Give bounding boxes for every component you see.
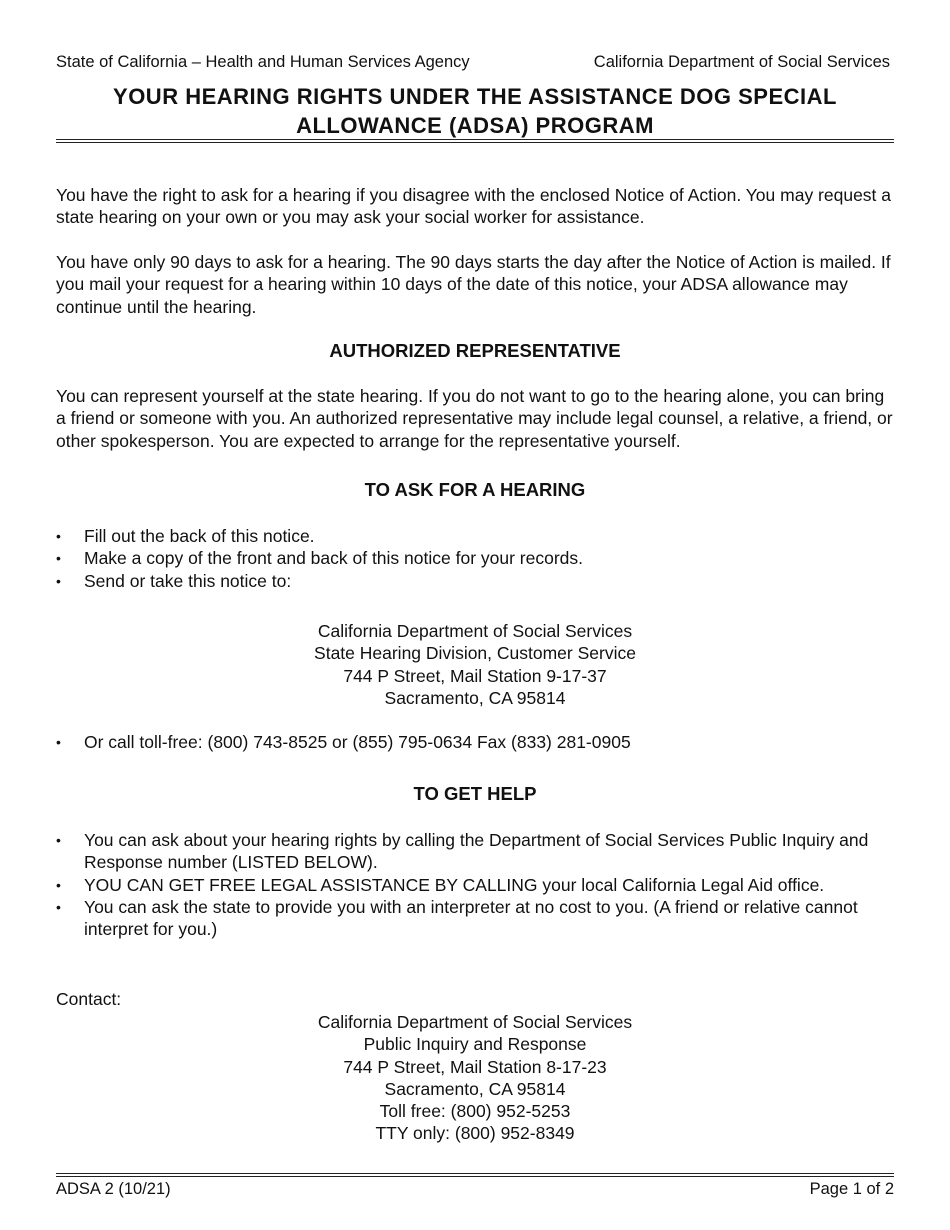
address-line: California Department of Social Services [317, 621, 633, 641]
department-name: California Department of Social Services [593, 53, 890, 71]
list-item [56, 547, 894, 569]
list-item-text: You can ask the state to provide you with an interpreter at no cost to you. (A friend or relative cannot interpret for you.) [84, 896, 858, 940]
authorized-representative-heading: AUTHORIZED REPRESENTATIVE [329, 340, 621, 361]
get-help-heading: TO GET HELP [413, 783, 537, 804]
list-item [56, 731, 894, 753]
authorized-representative-text: You can represent yourself at the state hearing. If you do not want to go to the hearing alone, you can bring a friend or someone with you. An authorized representative may include legal counsel, a relative, a friend, or other spokesperson. You are expected to arrange for the representative yourself. [56, 386, 893, 451]
address-line: 744 P Street, Mail Station 9-17-37 [343, 665, 607, 686]
tty-phone: TTY only: (800) 952-8349 [375, 1123, 575, 1144]
list-item [56, 525, 894, 547]
list-item-text: YOU CAN GET FREE LEGAL ASSISTANCE BY CALLING your local California Legal Aid office. [84, 874, 825, 895]
list-item-text: Make a copy of the front and back of this notice for your records. [84, 548, 584, 569]
list-item [56, 896, 894, 941]
bullet-icon: • [56, 898, 61, 915]
contact-label: Contact: [56, 989, 122, 1009]
agency-header [56, 52, 890, 72]
list-item [56, 570, 894, 592]
ask-hearing-list [56, 525, 894, 592]
phone-list [56, 731, 894, 753]
address-line: California Department of Social Services [317, 1012, 633, 1032]
agency-name: State of California – Health and Human Services Agency [56, 53, 470, 71]
list-item-text: Send or take this notice to: [84, 570, 292, 591]
intro-paragraph-1: You have the right to ask for a hearing if you disagree with the enclosed Notice of Action. You may request a state hearing on your own or you may ask your social worker for assistance. [56, 185, 892, 228]
intro-paragraph-2: You have only 90 days to ask for a hearing. The 90 days starts the day after the Notice of Action is mailed. If you mail your request for a hearing within 10 days of the date of this notice, your ADSA allowance may continue until the hearing. [56, 252, 891, 317]
address-line: Public Inquiry and Response [363, 1034, 587, 1055]
bullet-icon: • [56, 572, 61, 589]
phone-numbers: Or call toll-free: (800) 743-8525 or (855) 795-0634 Fax (833) 281-0905 [84, 732, 631, 752]
hearing-address [56, 620, 894, 709]
list-item-text: You can ask about your hearing rights by calling the Department of Social Services Public Inquiry and Response number (LISTED BELOW). [84, 830, 869, 873]
list-item [56, 829, 894, 874]
toll-free-phone: Toll free: (800) 952-5253 [379, 1101, 571, 1122]
footer-divider [56, 1173, 894, 1177]
address-line: Sacramento, CA 95814 [384, 1078, 566, 1099]
address-line: Sacramento, CA 95814 [384, 687, 566, 708]
title-divider [56, 139, 894, 143]
address-line: 744 P Street, Mail Station 8-17-23 [343, 1056, 607, 1077]
bullet-icon: • [56, 550, 61, 567]
ask-hearing-heading: TO ASK FOR A HEARING [364, 479, 586, 500]
title-line-2: ALLOWANCE (ADSA) PROGRAM [296, 113, 654, 138]
contact-address [56, 1011, 894, 1145]
bullet-icon: • [56, 832, 61, 848]
get-help-list [56, 829, 894, 940]
page-number: Page 1 of 2 [809, 1180, 894, 1198]
bullet-icon: • [56, 528, 61, 544]
list-item [56, 874, 894, 896]
page-footer [56, 1179, 894, 1199]
title-line-1: YOUR HEARING RIGHTS UNDER THE ASSISTANCE DOG SPECIAL [113, 84, 837, 109]
address-line: State Hearing Division, Customer Service [314, 643, 636, 664]
bullet-icon: • [56, 876, 61, 893]
bullet-icon: • [56, 734, 61, 750]
list-item-text: Fill out the back of this notice. [84, 526, 315, 546]
page-title [56, 82, 894, 140]
form-id: ADSA 2 (10/21) [56, 1180, 171, 1198]
